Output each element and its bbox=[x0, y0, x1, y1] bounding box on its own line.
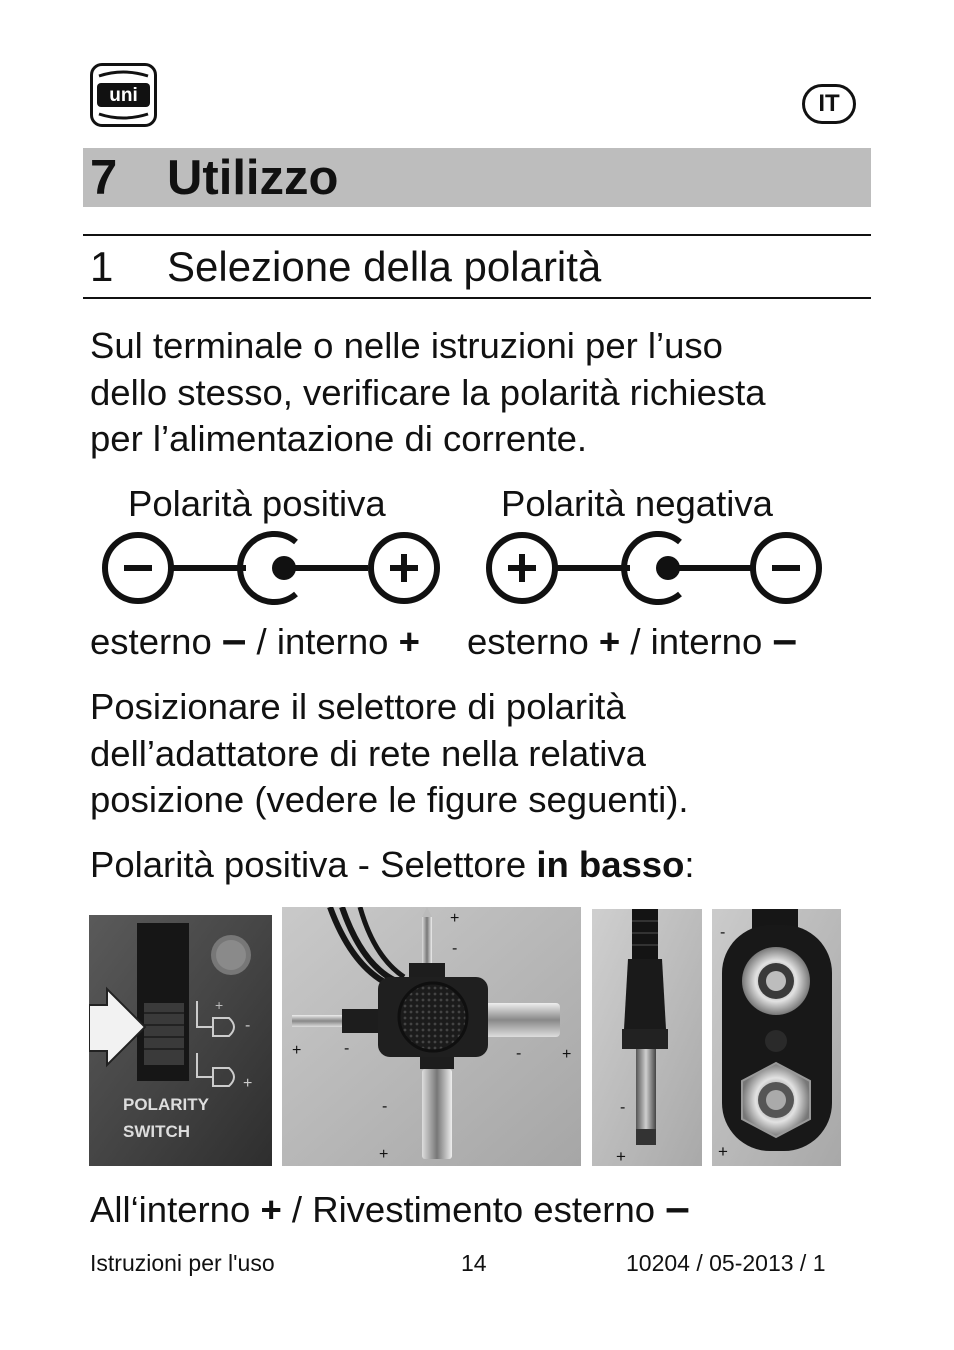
instruction-line: dell’adattatore di rete nella relativa bbox=[90, 732, 646, 774]
caption-outer: esterno bbox=[467, 621, 589, 662]
clip-minus-label: - bbox=[720, 924, 726, 941]
minus-sign: – bbox=[221, 615, 247, 664]
adapter-plus-label: + bbox=[450, 910, 460, 927]
positive-polarity-caption bbox=[90, 615, 420, 664]
selector-emphasis: in basso bbox=[536, 844, 685, 885]
chapter-title: Utilizzo bbox=[167, 151, 339, 205]
minus-sign: – bbox=[665, 1183, 690, 1232]
positive-polarity-symbol bbox=[98, 530, 443, 608]
plus-sign: + bbox=[598, 621, 621, 662]
minus-sign: – bbox=[772, 615, 797, 664]
chapter-number: 7 bbox=[90, 151, 118, 205]
plug-plus-label: + bbox=[616, 1147, 626, 1166]
section-number: 1 bbox=[90, 243, 114, 290]
photo-barrel-plug bbox=[592, 909, 702, 1166]
bottom-polarity-caption bbox=[90, 1183, 690, 1232]
photo-polarity-switch bbox=[89, 915, 272, 1166]
caption-outer: / Rivestimento esterno bbox=[291, 1189, 656, 1230]
switch-plus-label: + bbox=[215, 997, 224, 1013]
negative-polarity-label: Polarità negativa bbox=[501, 483, 773, 524]
brand-logo bbox=[90, 63, 157, 127]
language-badge: IT bbox=[802, 84, 856, 124]
adapter-minus-label: - bbox=[382, 1098, 388, 1115]
footer-doc-code: 10204 / 05-2013 / 1 bbox=[626, 1250, 826, 1276]
intro-line: Sul terminale o nelle istruzioni per l’uso bbox=[90, 325, 723, 366]
selector-instruction bbox=[90, 842, 695, 889]
caption-outer: esterno bbox=[90, 621, 212, 662]
instruction-paragraph bbox=[90, 684, 689, 824]
switch-plus-label: + bbox=[243, 1075, 253, 1092]
intro-line: dello stesso, verificare la polarità richiesta bbox=[90, 371, 766, 413]
instruction-line: Posizionare il selettore di polarità bbox=[90, 686, 626, 727]
adapter-plus-label: + bbox=[292, 1042, 302, 1059]
caption-inner: / interno bbox=[630, 621, 763, 662]
plug-minus-label: - bbox=[620, 1099, 626, 1116]
logo-text: uni bbox=[109, 85, 138, 106]
adapter-plus-label: + bbox=[379, 1146, 389, 1163]
adapter-minus-label: - bbox=[344, 1040, 350, 1057]
plus-sign: + bbox=[260, 1189, 282, 1230]
footer-page-number: 14 bbox=[461, 1250, 487, 1276]
selector-suffix: : bbox=[684, 844, 695, 885]
caption-inner: / interno bbox=[256, 621, 389, 662]
footer-doc-title: Istruzioni per l'uso bbox=[90, 1250, 275, 1276]
negative-polarity-caption bbox=[467, 615, 797, 664]
switch-label: SWITCH bbox=[123, 1122, 191, 1141]
switch-minus-label: - bbox=[245, 1017, 251, 1034]
instruction-line: posizione (vedere le figure seguenti). bbox=[90, 779, 689, 820]
intro-line: per l’alimentazione di corrente. bbox=[90, 418, 588, 459]
selector-prefix: Polarità positiva - Selettore bbox=[90, 844, 537, 885]
switch-label: POLARITY bbox=[123, 1095, 209, 1114]
negative-polarity-symbol bbox=[480, 530, 825, 608]
section-title: Selezione della polarità bbox=[167, 243, 602, 290]
intro-paragraph bbox=[90, 323, 766, 463]
caption-inner: All‘interno bbox=[90, 1189, 251, 1230]
photo-cross-adapter bbox=[282, 907, 581, 1166]
plus-sign: + bbox=[398, 621, 420, 662]
adapter-minus-label: - bbox=[452, 940, 458, 957]
section-rule-top bbox=[83, 234, 871, 236]
section-rule-bottom bbox=[83, 297, 871, 299]
positive-polarity-label: Polarità positiva bbox=[128, 483, 386, 524]
photo-battery-clip bbox=[712, 909, 841, 1166]
clip-plus-label: + bbox=[718, 1142, 728, 1161]
adapter-plus-label: + bbox=[562, 1046, 572, 1063]
adapter-minus-label: - bbox=[516, 1045, 522, 1062]
